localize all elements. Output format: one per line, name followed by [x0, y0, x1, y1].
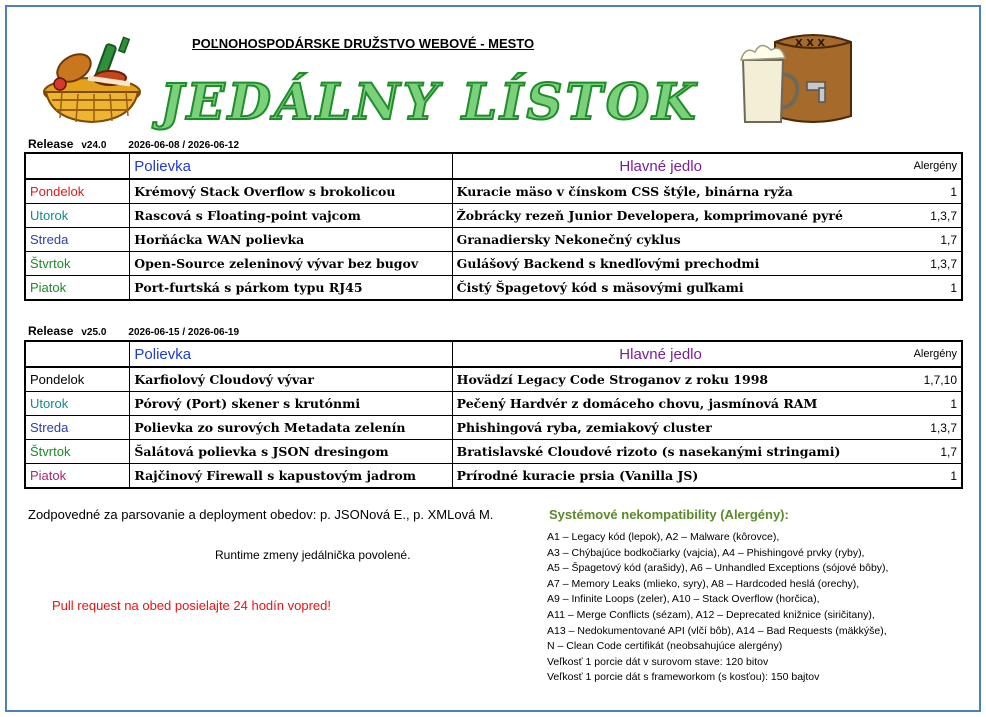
pull-request-note: Pull request na obed posielajte 24 hodín vopred! [52, 598, 331, 613]
runtime-note: Runtime zmeny jedálnička povolené. [215, 548, 411, 562]
soup-cell: Karfiolový Cloudový vývar [130, 367, 452, 392]
page-title: JEDÁLNY LÍSTOK [160, 72, 699, 131]
day-cell: Streda [25, 228, 130, 252]
table-row [25, 416, 962, 440]
allergen-cell: 1,3,7 [869, 252, 962, 276]
allergen-list [547, 530, 888, 686]
beer-mug-icon [735, 30, 855, 128]
allergen-cell: 1 [869, 392, 962, 416]
day-cell: Utorok [25, 204, 130, 228]
allergen-cell: 1 [869, 464, 962, 489]
menu-table-week2 [24, 340, 963, 489]
soup-cell: Rajčinový Firewall s kapustovým jadrom [130, 464, 452, 489]
table-row [25, 392, 962, 416]
allergen-cell: 1,7 [869, 440, 962, 464]
release-line-week1 [28, 137, 239, 151]
bread-basket-icon [38, 34, 146, 126]
allergen-line: A11 – Merge Conflicts (sézam), A12 – Deprecated knižnice (siričitany), [547, 608, 875, 621]
release-dates: 2026-06-15 / 2026-06-19 [128, 327, 240, 338]
soup-cell: Rascová s Floating-point vajcom [130, 204, 452, 228]
table-row [25, 367, 962, 392]
table-row [25, 276, 962, 301]
table-row [25, 464, 962, 489]
allergens-heading: Systémové nekompatibility (Alergény): [549, 507, 789, 522]
soup-cell: Horňácka WAN polievka [130, 228, 452, 252]
soup-cell: Polievka zo surových Metadata zelenín [130, 416, 452, 440]
header-soup: Polievka [130, 341, 452, 367]
header-allergens: Alergény [869, 153, 962, 179]
soup-cell: Open-Source zeleninový vývar bez bugov [130, 252, 452, 276]
allergen-cell: 1,3,7 [869, 416, 962, 440]
header-main-dish: Hlavné jedlo [452, 153, 869, 179]
main-dish-cell: Čistý Špagetový kód s mäsovými guľkami [452, 276, 869, 301]
allergen-line: A5 – Špagetový kód (arašidy), A6 – Unhandled Exceptions (sójové bôby), [547, 562, 889, 575]
day-cell: Pondelok [25, 367, 130, 392]
soup-cell: Port-furtská s párkom typu RJ45 [130, 276, 452, 301]
table-row [25, 228, 962, 252]
release-version: v24.0 [81, 140, 107, 151]
allergen-line: A1 – Legacy kód (lepok), A2 – Malware (kôrovce), [547, 531, 780, 543]
portion-size-line: Veľkosť 1 porcie dát s frameworkom (s kosťou): 150 bajtov [547, 671, 820, 684]
soup-cell: Krémový Stack Overflow s brokolicou [130, 179, 452, 204]
allergen-cell: 1 [869, 179, 962, 204]
table-header-row [25, 341, 962, 367]
header-day-cell [25, 341, 130, 367]
organization-name: POĽNOHOSPODÁRSKE DRUŽSTVO WEBOVÉ - MESTO [192, 36, 535, 51]
release-label: Release [28, 324, 74, 338]
main-dish-cell: Prírodné kuracie prsia (Vanilla JS) [452, 464, 868, 489]
day-cell: Pondelok [25, 179, 130, 204]
main-dish-cell: Granadiersky Nekonečný cyklus [452, 228, 869, 252]
day-cell: Piatok [25, 276, 130, 301]
table-row [25, 204, 962, 228]
main-dish-cell: Gulášový Backend s knedľovými prechodmi [452, 252, 869, 276]
day-cell: Piatok [25, 464, 130, 489]
soup-cell: Pórový (Port) skener s krutónmi [130, 392, 452, 416]
day-cell: Štvrtok [25, 252, 130, 276]
main-dish-cell: Kuracie mäso v čínskom CSS štýle, binárna ryža [452, 179, 869, 204]
allergen-line: A9 – Infinite Loops (zeler), A10 – Stack Overflow (horčica), [547, 593, 820, 606]
table-row [25, 440, 962, 464]
allergen-cell: 1,3,7 [869, 204, 962, 228]
allergen-cell: 1,7,10 [869, 367, 962, 392]
allergen-line: N – Clean Code certifikát (neobsahujúce alergény) [547, 640, 783, 653]
day-cell: Utorok [25, 392, 130, 416]
responsible-note: Zodpovedné za parsovanie a deployment obedov: p. JSONová E., p. XMLová M. [28, 507, 494, 522]
main-dish-cell: Pečený Hardvér z domáceho chovu, jasmínová RAM [452, 392, 868, 416]
header-allergens: Alergény [869, 341, 962, 367]
table-header-row [25, 153, 962, 179]
day-cell: Streda [25, 416, 130, 440]
allergen-line: A7 – Memory Leaks (mlieko, syry), A8 – Hardcoded heslá (orechy), [547, 577, 860, 590]
main-dish-cell: Phishingová ryba, zemiakový cluster [452, 416, 868, 440]
menu-table-week1 [24, 152, 963, 301]
release-line-week2 [28, 324, 239, 338]
allergen-line: A3 – Chýbajúce bodkočiarky (vajcia), A4 – Phishingové prvky (ryby), [547, 546, 865, 559]
allergen-line: A13 – Nedokumentované API (vlčí bôb), A14 – Bad Requests (mäkkýše), [547, 624, 887, 637]
header-day-cell [25, 153, 130, 179]
release-label: Release [28, 137, 74, 151]
main-dish-cell: Žobrácky rezeň Junior Developera, komprimované pyré [452, 204, 869, 228]
header-main-dish: Hlavné jedlo [452, 341, 868, 367]
release-dates: 2026-06-08 / 2026-06-12 [128, 140, 240, 151]
soup-cell: Šalátová polievka s JSON dresingom [130, 440, 452, 464]
main-dish-cell: Bratislavské Cloudové rizoto (s nasekanými stringami) [452, 440, 868, 464]
svg-text:X X X: X X X [795, 38, 826, 49]
table-row [25, 179, 962, 204]
portion-size-line: Veľkosť 1 porcie dát v surovom stave: 120 bitov [547, 655, 769, 668]
header-soup: Polievka [130, 153, 452, 179]
main-dish-cell: Hovädzí Legacy Code Stroganov z roku 1998 [452, 367, 868, 392]
day-cell: Štvrtok [25, 440, 130, 464]
allergen-cell: 1 [869, 276, 962, 301]
release-version: v25.0 [81, 327, 107, 338]
allergen-cell: 1,7 [869, 228, 962, 252]
table-row [25, 252, 962, 276]
